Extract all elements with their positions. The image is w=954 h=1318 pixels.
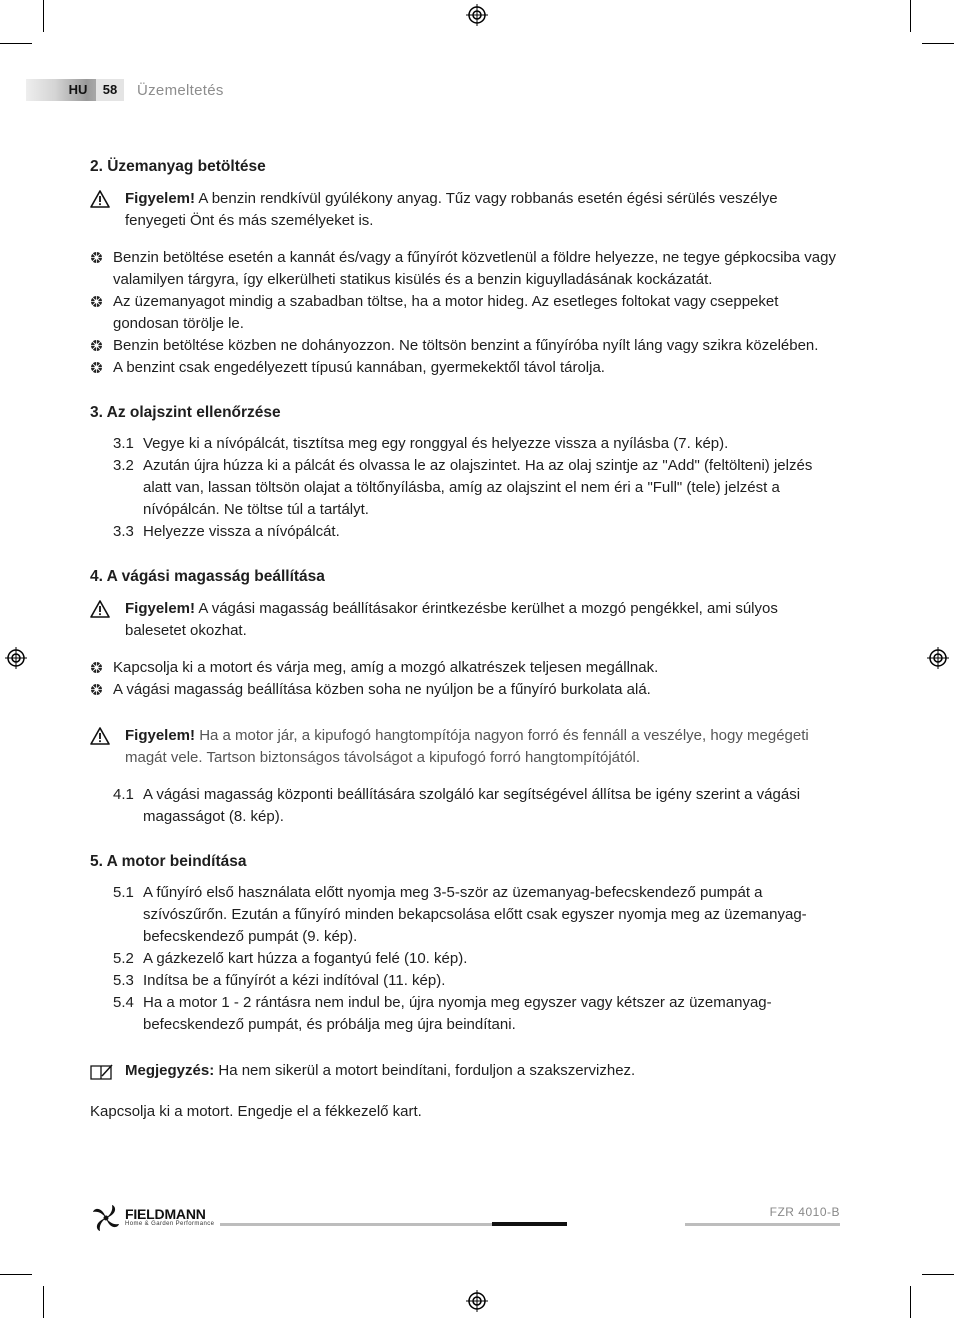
list-item: A benzint csak engedélyezett típusú kannában, gyermekektől távol tárolja. bbox=[90, 357, 842, 379]
crop-mark bbox=[0, 1274, 32, 1275]
crop-mark bbox=[43, 0, 44, 32]
chapter-title: Üzemeltetés bbox=[137, 82, 224, 99]
bullet-flower-icon bbox=[90, 339, 103, 352]
warning-block bbox=[90, 188, 842, 232]
warning-triangle-icon bbox=[90, 190, 110, 208]
bullet-list bbox=[90, 657, 842, 701]
bullet-flower-icon bbox=[90, 251, 103, 264]
model-number: FZR 4010-B bbox=[769, 1205, 840, 1219]
note-pad-icon bbox=[90, 1063, 114, 1080]
warning-text: A vágási magasság beállításakor érintkezésbe kerülhet a mozgó pengékkel, ami súlyos balesetet okozhat. bbox=[125, 600, 778, 639]
list-item: Az üzemanyagot mindig a szabadban töltse, ha a motor hideg. Az esetleges foltokat vagy cseppeket gondosan törölje le. bbox=[90, 291, 842, 335]
crop-mark bbox=[922, 1274, 954, 1275]
bullet-flower-icon bbox=[90, 361, 103, 374]
list-item: 5.3 Indítsa be a fűnyírót a kézi indítóval (11. kép). bbox=[113, 972, 446, 989]
note-block bbox=[90, 1060, 842, 1082]
numbered-list bbox=[90, 433, 842, 543]
section-heading: 3. Az olajszint ellenőrzése bbox=[90, 404, 281, 421]
registration-mark-icon bbox=[466, 1290, 488, 1312]
list-item: 3.1 Vegye ki a nívópálcát, tisztítsa meg egy ronggyal és helyezze vissza a nyílásba (7. kép). bbox=[113, 435, 729, 452]
crop-mark bbox=[922, 43, 954, 44]
list-item: 5.2 A gázkezelő kart húzza a fogantyú felé (10. kép). bbox=[113, 950, 468, 967]
list-item: 5.1 A fűnyíró első használata előtt nyomja meg 3-5-ször az üzemanyag-befecskendező pumpát a szívószűrőn. Ezután a fűnyíró minden bekapcsolása előtt csak egyszer nyomja meg az üzemanyag-befecskendező pumpát (9. kép). bbox=[113, 884, 807, 945]
bullet-flower-icon bbox=[90, 295, 103, 308]
list-item: 5.4 Ha a motor 1 - 2 rántásra nem indul be, újra nyomja meg egyszer vagy kétszer az üzemanyag-befecskendező pumpát, és próbálja meg újra beindítani. bbox=[113, 994, 772, 1033]
bullet-flower-icon bbox=[90, 683, 103, 696]
registration-mark-icon bbox=[466, 4, 488, 26]
footer-rule-accent bbox=[492, 1222, 567, 1226]
list-item: 3.3 Helyezze vissza a nívópálcát. bbox=[113, 523, 340, 540]
warning-block bbox=[90, 598, 842, 642]
page-number: 58 bbox=[96, 79, 124, 101]
warning-block bbox=[90, 725, 842, 769]
numbered-list bbox=[90, 882, 842, 1036]
list-item: Kapcsolja ki a motort és várja meg, amíg a mozgó alkatrészek teljesen megállnak. bbox=[90, 657, 842, 679]
language-code: HU bbox=[68, 82, 88, 97]
list-item: Benzin betöltése közben ne dohányozzon. Ne töltsön benzint a fűnyíróba nyílt láng vagy szikra közelében. bbox=[90, 335, 842, 357]
crop-mark bbox=[0, 43, 32, 44]
note-label: Megjegyzés: bbox=[125, 1062, 215, 1079]
warning-triangle-icon bbox=[90, 727, 110, 745]
closing-paragraph: Kapcsolja ki a motort. Engedje el a fékkezelő kart. bbox=[90, 1103, 422, 1120]
registration-mark-icon bbox=[5, 647, 27, 669]
list-item: 4.1 A vágási magasság központi beállítására szolgáló kar segítségével állítsa be igény szerint a vágási magasságot (8. kép). bbox=[113, 786, 801, 825]
bullet-flower-icon bbox=[90, 661, 103, 674]
warning-label: Figyelem! bbox=[125, 727, 196, 744]
crop-mark bbox=[43, 1286, 44, 1318]
page-body bbox=[90, 150, 842, 1123]
warning-text: A benzin rendkívül gyúlékony anyag. Tűz vagy robbanás esetén égési sérülés veszélye fenyegeti Önt és más személyeket is. bbox=[125, 190, 778, 229]
crop-mark bbox=[910, 0, 911, 32]
warning-triangle-icon bbox=[90, 600, 110, 618]
warning-text: Ha a motor jár, a kipufogó hangtompítója nagyon forró és fennáll a veszélye, hogy megégeti magát vele. Tartson biztonságos távolságot a kipufogó forró hangtompítójától. bbox=[125, 727, 809, 766]
section-heading: 2. Üzemanyag betöltése bbox=[90, 158, 266, 175]
fieldmann-logo-icon bbox=[90, 1202, 122, 1234]
note-text: Ha nem sikerül a motort beindítani, forduljon a szakszervizhez. bbox=[214, 1062, 636, 1079]
section-heading: 5. A motor beindítása bbox=[90, 853, 247, 870]
crop-mark bbox=[910, 1286, 911, 1318]
warning-label: Figyelem! bbox=[125, 600, 196, 617]
bullet-list bbox=[90, 247, 842, 379]
list-item: A vágási magasság beállítása közben soha ne nyúljon be a fűnyíró burkolata alá. bbox=[90, 679, 842, 701]
brand-tagline: Home & Garden Performance bbox=[125, 1221, 215, 1227]
registration-mark-icon bbox=[927, 647, 949, 669]
warning-label: Figyelem! bbox=[125, 190, 196, 207]
brand-name: FIELDMANN bbox=[125, 1206, 206, 1222]
list-item: Benzin betöltése esetén a kannát és/vagy a fűnyírót közvetlenül a földre helyezze, ne tegye gépkocsiba vagy valamilyen tárgyra, így elkerülheti statikus kisülés és a benzin kiguylladásának kockázatát. bbox=[90, 247, 842, 291]
footer-rule-gap bbox=[567, 1222, 685, 1226]
list-item: 3.2 Azután újra húzza ki a pálcát és olvassa le az olajszintet. Ha az olaj szintje az "Add" (feltölteni) jelzés alatt van, lassan töltsön olajat a töltőnyílásba, amíg az olajszint el nem éri a "Full" (tele) jelzést a nívópálcán. Ne töltse túl a tartályt. bbox=[113, 457, 813, 518]
section-heading: 4. A vágási magasság beállítása bbox=[90, 568, 325, 585]
